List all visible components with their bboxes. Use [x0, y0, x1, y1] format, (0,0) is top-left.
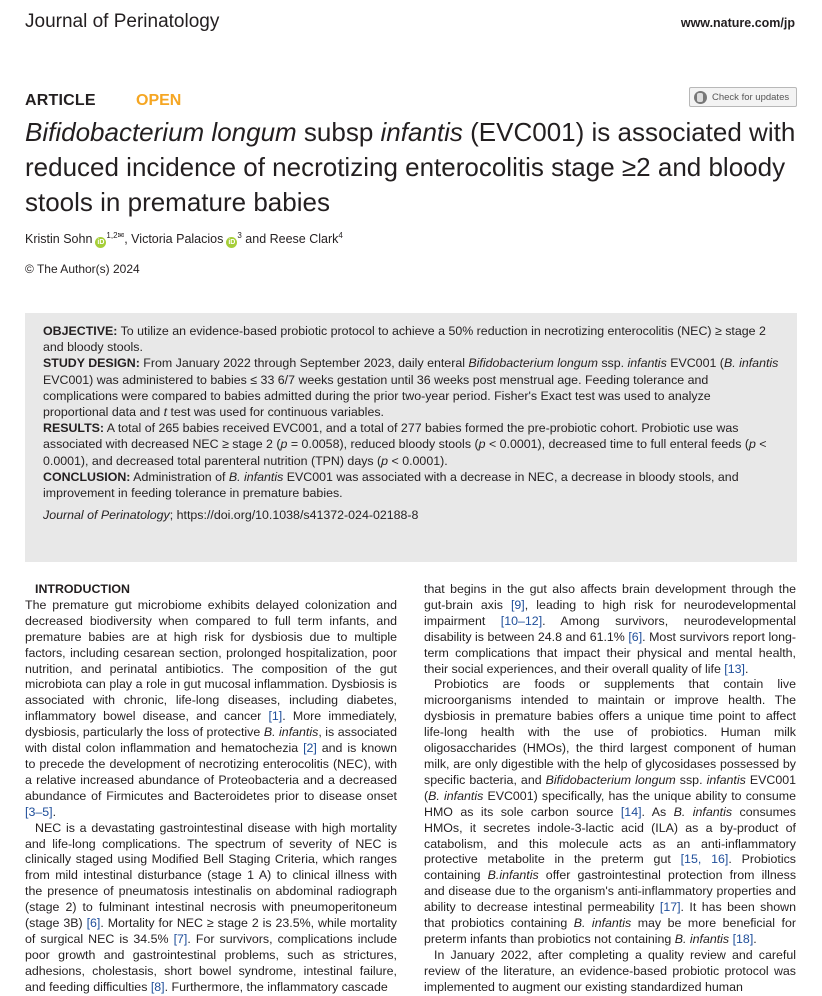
reference-link[interactable]: [17] [659, 900, 681, 915]
citation-line: Journal of Perinatology; https://doi.org/10.1038/s41372-024-02188-8 [43, 508, 419, 523]
article-title: Bifidobacterium longum subsp infantis (EVC001) is associated with reduced incidence of necrotizing enterocolitis stage ≥2 and bloody stools in premature babies [25, 117, 796, 217]
reference-link[interactable]: [8] [150, 979, 165, 994]
author-name[interactable]: and Reese Clark [241, 232, 339, 247]
check-for-updates-label: Check for updates [712, 91, 790, 103]
orcid-icon[interactable]: iD [228, 239, 236, 247]
article-type-label: ARTICLE [25, 92, 96, 109]
abstract-box [25, 313, 797, 562]
paragraph: In January 2022, after completing a quality review and careful review of the literature, an evidence-based probiotic protocol was implemented to augment our existing standardized human [424, 947, 796, 994]
doi-link[interactable]: ; https://doi.org/10.1038/s41372-024-02188-8 [169, 508, 419, 523]
reference-link[interactable]: [13] [724, 661, 745, 676]
orcid-icon[interactable]: iD [97, 239, 105, 247]
reference-link[interactable]: [7] [173, 931, 188, 946]
check-for-updates-button[interactable] [689, 87, 797, 107]
paragraph: Probiotics are foods or supplements that contain live microorganisms intended to maintain or improve health. The dysbiosis in premature babies offers a unique time point to affect life-long health with the use of probiotics. Human milk oligosaccharides (HMOs), the third largest component of human milk, are only digestible with the help of glycosidases possessed by specific bacteria, and Bifidobacterium longum ssp. infantis EVC001 (B. infantis EVC001) specifically, has the unique ability to consume HMO as its sole carbon source [14]. As B. infantis consumes HMOs, it secretes indole-3-lactic acid (ILA) as a by-product of catabolism, and this molecule acts as an anti-inflammatory protective metabolite in the preterm gut [15, 16]. Probiotics containing B.infantis offer gastrointestinal protection from illness and disease due to the organism's anti-inflammatory properties and ability to decrease intestinal permeability [17]. It has been shown that probiotics containing B. infantis may be more beneficial for preterm infants than probiotics not containing B. infantis [18]. [424, 677, 797, 946]
reference-link[interactable]: [3–5] [25, 804, 53, 819]
reference-link[interactable]: [14] [620, 804, 642, 819]
reference-link[interactable]: [6] [628, 629, 643, 644]
section-heading-introduction: INTRODUCTION [35, 582, 130, 596]
left-column [25, 582, 397, 996]
reference-link[interactable]: [6] [86, 916, 101, 931]
paragraph: The premature gut microbiome exhibits delayed colonization and decreased biodiversity when compared to full term infants, and premature babies are at high risk for dysbiosis due to multiple factors, including cesarean section, prolonged hospitalization, poor nutrition, and perinatal antibiotics. The composition of the gut microbiota can play a role in gut mucosal inflammation. Dysbiosis is associated with chronic, life-long diseases, including diabetes, inflammatory bowel disease, and cancer [1]. More immediately, dysbiosis, particularly the loss of protective B. infantis, is associated with distal colon inflammation and hematochezia [2] and is known to precede the development of necrotizing enterocolitis (NEC), with a relative increased abundance of Proteobacteria and a decreased abundance of Firmicutes and Bacteroidetes prior to disease onset [3–5]. [25, 597, 398, 819]
right-column [424, 582, 796, 996]
copyright-notice: © The Author(s) 2024 [25, 262, 140, 276]
journal-name: Journal of Perinatology [25, 11, 220, 32]
reference-link[interactable]: [10–12] [500, 613, 543, 628]
abstract-study-design: STUDY DESIGN: From January 2022 through September 2023, daily enteral Bifidobacterium longum ssp. infantis EVC001 (B. infantis EVC001) was administered to babies ≤ 33 6/7 weeks gestation until 36 weeks post menstrual age. Feeding tolerance and complications were compared to babies admitted during the prior two-year period. Fisher's Exact test was used to analyze proportional data and t test was used for continuous variables. [43, 356, 779, 420]
update-icon [694, 91, 707, 104]
journal-website-link[interactable]: www.nature.com/jp [680, 16, 795, 30]
author-name[interactable]: Kristin Sohn [25, 232, 93, 247]
abstract-objective: OBJECTIVE: To utilize an evidence-based probiotic protocol to achieve a 50% reduction in necrotizing enterocolitis (NEC) ≥ stage 2 and bloody stools. [43, 324, 766, 355]
paragraph: NEC is a devastating gastrointestinal disease with high mortality and life-long complications. The spectrum of severity of NEC is clinically staged using Modified Bell Staging Criteria, which ranges from mild intestinal disturbance (stage 1 A) to clinical illness with the presence of pneumatosis intestinalis on abdominal radiograph (stage 2) to fulminant intestinal necrosis with pneumoperitoneum (stage 3B) [6]. Mortality for NEC ≥ stage 2 is 23.5%, while mortality of surgical NEC is 34.5% [7]. For survivors, complications include poor growth and gastrointestinal problems, such as strictures, adhesions, cholestasis, short bowel syndrome, intestinal failure, and feeding difficulties [8]. Furthermore, the inflammatory cascade [25, 820, 397, 994]
author-list: Kristin Sohn $iD^{1,2✉}$, Victoria Palacios $iD^3$ and Reese Clark$^4$ [25, 231, 343, 247]
reference-link[interactable]: [9] [510, 597, 525, 612]
abstract-conclusion: CONCLUSION: Administration of B. infantis EVC001 was associated with a decrease in NEC, a decrease in bloody stools, and improvement in feeding tolerance in premature babies. [43, 469, 739, 501]
reference-link[interactable]: [1] [268, 709, 283, 724]
author-name[interactable]: , Victoria Palacios [124, 232, 224, 247]
reference-link[interactable]: [18] [732, 931, 754, 946]
paragraph: that begins in the gut also affects brain development through the gut-brain axis [9], leading to high risk for neurodevelopmental impairment [10–12]. Among survivors, neurodevelopmental disability is between 24.8 and 61.1% [6]. Most survivors report long-term complications that impact their physical and mental health, their social experiences, and their overall quality of life [13]. [424, 582, 796, 676]
abstract-results: RESULTS: A total of 265 babies received EVC001, and a total of 277 babies formed the pre-probiotic cohort. Probiotic use was associated with decreased NEC ≥ stage 2 (p = 0.0058), reduced bloody stools (p < 0.0001), decreased time to full enteral feeds (p < 0.0001), and decreased total parenteral nutrition (TPN) days (p < 0.0001). [43, 421, 767, 468]
open-access-label: OPEN [136, 92, 182, 109]
reference-link[interactable]: [2] [303, 741, 317, 756]
reference-link[interactable]: [15, 16] [680, 852, 729, 867]
